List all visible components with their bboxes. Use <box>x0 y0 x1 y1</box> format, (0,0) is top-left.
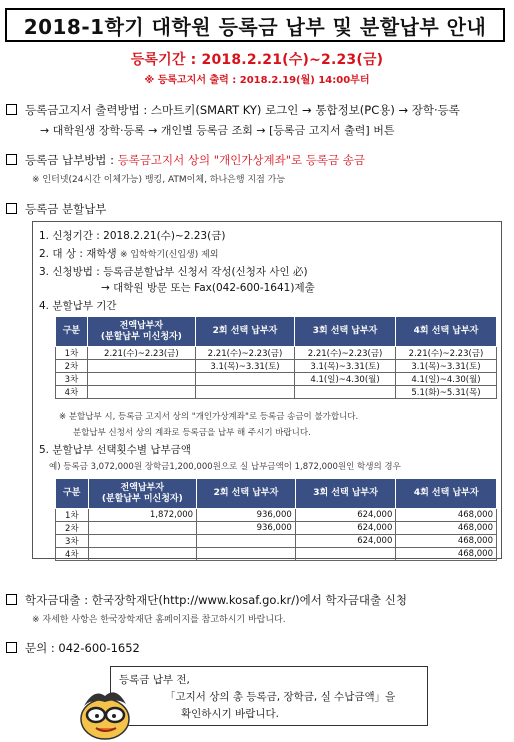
table-cell: 1,872,000 <box>88 509 197 522</box>
table-header: 구분 <box>56 479 89 509</box>
table-cell: 468,000 <box>396 548 497 561</box>
checkbox-icon <box>6 203 17 214</box>
table-cell: 3.1(목)~3.31(토) <box>195 360 294 373</box>
table-header: 2회 선택 납부자 <box>197 479 296 509</box>
speech-line-3: 확인하시기 바랍니다. <box>181 708 279 720</box>
table-cell: 3.1(목)~3.31(토) <box>396 360 497 373</box>
table-cell: 2.21(수)~2.23(금) <box>396 347 497 360</box>
table-cell <box>88 548 197 561</box>
amount-table <box>55 478 497 561</box>
table-cell <box>87 373 195 386</box>
checkbox-icon <box>6 594 17 605</box>
speech-bubble <box>110 666 428 726</box>
table-header: 3회 선택 납부자 <box>295 317 396 347</box>
mascot-icon <box>74 684 136 742</box>
section-installment: 등록금 분할납부 <box>6 201 106 217</box>
installment-period: 1. 신청기간 : 2018.2.21(수)~2.23(금) <box>39 230 226 242</box>
row-label: 4차 <box>56 386 88 399</box>
print-method-line2: → 대학원생 장학·등록 → 개인별 등록금 조회 → [등록금 고지서 출력] 버튼 <box>40 124 395 137</box>
table-cell: 624,000 <box>295 509 396 522</box>
loan-note: ※ 자세한 사항은 한국장학재단 홈페이지를 참고하시기 바랍니다. <box>32 615 286 625</box>
row-label: 1차 <box>56 347 88 360</box>
speech-line-1: 등록금 납부 전, <box>119 674 190 686</box>
payment-note: ※ 인터넷(24시간 이체가능) 뱅킹, ATM이체, 하나은행 지점 가능 <box>32 175 286 185</box>
table-cell <box>87 386 195 399</box>
table-row <box>56 548 497 561</box>
table-cell: 4.1(일)~4.30(월) <box>295 373 396 386</box>
checkbox-icon <box>6 154 17 165</box>
checkbox-icon <box>6 642 17 653</box>
table-cell: 2.21(수)~2.23(금) <box>87 347 195 360</box>
table-cell: 468,000 <box>396 535 497 548</box>
row-label: 3차 <box>56 373 88 386</box>
table-cell <box>195 386 294 399</box>
table-row <box>56 373 497 386</box>
registration-period: 등록기간 : 2018.2.21(수)~2.23(금) <box>130 52 384 68</box>
table-cell: 624,000 <box>295 522 396 535</box>
schedule-table <box>55 316 497 399</box>
table-cell: 936,000 <box>197 522 296 535</box>
amount-heading: 5. 분할납부 선택횟수별 납부금액 <box>39 444 191 456</box>
page-title: 2018-1학기 대학원 등록금 납부 및 분할납부 안내 <box>5 8 505 42</box>
installment-target: 2. 대 상 : 재학생 ※ 입학학기(신입생) 제외 <box>39 248 219 260</box>
table-cell <box>88 522 197 535</box>
table-row <box>56 509 497 522</box>
table-row <box>56 347 497 360</box>
installment-note-1: ※ 분할납부 시, 등록금 고지서 상의 "개인가상계좌"로 등록금 송금이 불가합니다. <box>59 412 359 422</box>
table-cell: 3.1(목)~3.31(토) <box>295 360 396 373</box>
table-header: 구분 <box>56 317 88 347</box>
row-label: 2차 <box>56 522 89 535</box>
table-header: 4회 선택 납부자 <box>396 317 497 347</box>
table-cell: 2.21(수)~2.23(금) <box>295 347 396 360</box>
table-header: 전액납부자 (분할납부 미신청자) <box>88 479 197 509</box>
table-cell: 936,000 <box>197 509 296 522</box>
table-cell: 468,000 <box>396 509 497 522</box>
installment-method-fax: → 대학원 방문 또는 Fax(042-600-1641)제출 <box>101 282 315 294</box>
table-cell <box>295 386 396 399</box>
table-row <box>56 522 497 535</box>
section-student-loan: 학자금대출 : 한국장학재단(http://www.kosaf.go.kr/)에서 학자금대출 신청 <box>6 592 407 608</box>
table-cell <box>88 535 197 548</box>
table-cell: 468,000 <box>396 522 497 535</box>
section-contact: 문의 : 042-600-1652 <box>6 640 140 656</box>
table-header: 3회 선택 납부자 <box>295 479 396 509</box>
amount-example: 예) 등록금 3,072,000원 장학금1,200,000원으로 실 납부금액이 1,872,000원인 학생의 경우 <box>49 462 401 472</box>
speech-line-2: 「고지서 상의 총 등록금, 장학금, 실 수납금액」을 <box>165 691 396 703</box>
section-payment-method: 등록금 납부방법 : 등록금고지서 상의 "개인가상계좌"로 등록금 송금 <box>6 152 365 168</box>
row-label: 1차 <box>56 509 89 522</box>
installment-note-2: 분할납부 신청서 상의 계좌로 등록금을 납부 해 주시기 바랍니다. <box>73 428 311 438</box>
row-label: 3차 <box>56 535 89 548</box>
table-cell: 2.21(수)~2.23(금) <box>195 347 294 360</box>
table-cell <box>197 535 296 548</box>
table-header: 전액납부자 (분할납부 미신청자) <box>87 317 195 347</box>
table-row <box>56 535 497 548</box>
table-header: 2회 선택 납부자 <box>195 317 294 347</box>
installment-panel <box>32 221 502 559</box>
table-cell <box>195 373 294 386</box>
table-cell: 4.1(일)~4.30(월) <box>396 373 497 386</box>
row-label: 4차 <box>56 548 89 561</box>
print-start-notice: ※ 등록고지서 출력 : 2018.2.19(월) 14:00부터 <box>144 75 370 86</box>
table-row <box>56 360 497 373</box>
installment-schedule-heading: 4. 분할납부 기간 <box>39 300 117 312</box>
table-cell: 5.1(화)~5.31(목) <box>396 386 497 399</box>
section-print-method: 등록금고지서 출력방법 : 스마트키(SMART KY) 로그인 → 통합정보(PC용) → 장학·등록 <box>6 102 460 118</box>
checkbox-icon <box>6 104 17 115</box>
table-cell: 624,000 <box>295 535 396 548</box>
table-cell <box>87 360 195 373</box>
table-cell <box>197 548 296 561</box>
table-row <box>56 386 497 399</box>
table-cell <box>295 548 396 561</box>
installment-method: 3. 신청방법 : 등록금분할납부 신청서 작성(신청자 사인 必) <box>39 266 308 278</box>
table-header: 4회 선택 납부자 <box>396 479 497 509</box>
row-label: 2차 <box>56 360 88 373</box>
